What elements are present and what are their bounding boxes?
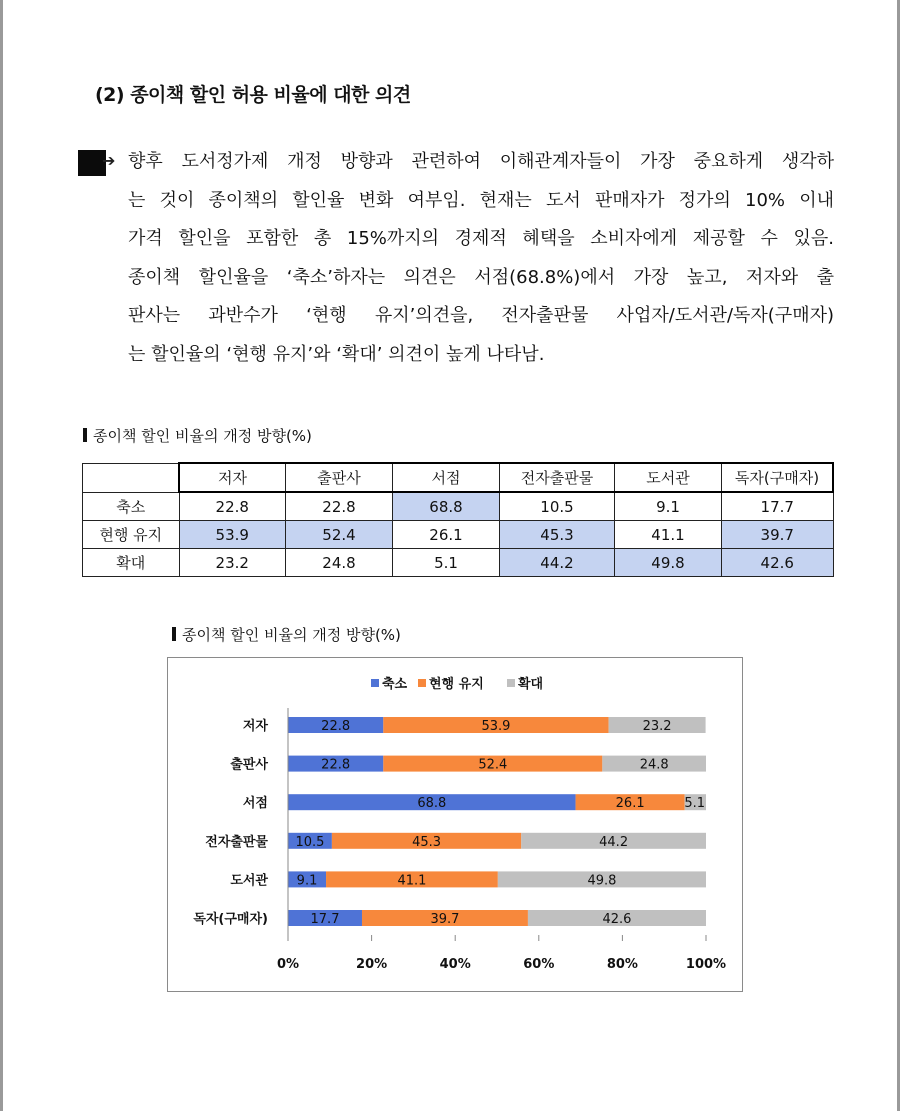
table-cell: 5.1 (393, 549, 500, 577)
legend-swatch (371, 679, 379, 687)
column-header: 도서관 (615, 463, 722, 492)
table-cell: 24.8 (286, 549, 393, 577)
data-label: 49.8 (587, 873, 617, 889)
data-label: 9.1 (296, 873, 318, 889)
category-label: 전자출판물 (205, 834, 268, 850)
data-label: 42.6 (602, 912, 632, 927)
table-row (83, 492, 834, 521)
table-caption-text: 종이책 할인 비율의 개정 방향(%) (93, 427, 312, 445)
data-label: 10.5 (295, 834, 325, 850)
column-header: 전자출판물 (500, 463, 615, 492)
x-tick-label: 20% (356, 957, 388, 972)
data-label: 24.8 (639, 757, 669, 773)
table-corner-cell (83, 463, 180, 492)
column-header: 출판사 (286, 463, 393, 492)
row-label: 현행 유지 (83, 521, 180, 549)
legend-label: 축소 (382, 677, 408, 692)
chart-frame (167, 657, 743, 992)
x-tick-label: 100% (685, 957, 727, 972)
table-row (83, 549, 834, 577)
row-label: 축소 (83, 492, 180, 521)
paragraph-line: 종이책 할인율을 ‘축소’하자는 의견은 서점(68.8%)에서 가장 높고, 저자와 출 (128, 266, 834, 288)
summary-paragraph (128, 143, 834, 374)
x-tick-label: 60% (523, 957, 555, 972)
paragraph-line: 판사는 과반수가 ‘현행 유지’의견을, 전자출판물 사업자/도서관/독자(구매자) (128, 305, 834, 326)
data-label: 26.1 (615, 796, 645, 812)
table-cell: 9.1 (615, 492, 722, 521)
data-label: 39.7 (430, 912, 460, 927)
category-label: 저자 (242, 719, 268, 734)
data-label: 45.3 (412, 834, 442, 850)
category-label: 독자(구매자) (193, 912, 268, 927)
category-label: 출판사 (230, 757, 268, 773)
table-cell: 44.2 (500, 549, 615, 577)
legend-swatch (507, 679, 515, 687)
table-cell: 53.9 (179, 521, 286, 549)
paragraph-line: 가격 할인을 포함한 총 15%까지의 경제적 혜택을 소비자에게 제공할 수 있음. (128, 228, 834, 249)
column-header: 서점 (393, 463, 500, 492)
legend-label: 확대 (518, 677, 544, 692)
data-label: 52.4 (478, 757, 508, 773)
category-label: 도서관 (230, 873, 268, 889)
arrow-bullet-icon: ➔ (102, 151, 116, 170)
x-tick-label: 0% (276, 957, 300, 972)
data-label: 5.1 (684, 796, 705, 812)
data-label: 44.2 (599, 834, 629, 850)
row-label: 확대 (83, 549, 180, 577)
x-tick-label: 40% (439, 957, 471, 972)
data-label: 23.2 (642, 719, 672, 734)
table-cell: 49.8 (615, 549, 722, 577)
table-cell: 10.5 (500, 492, 615, 521)
page-frame-left (0, 0, 3, 1111)
table-cell: 52.4 (286, 521, 393, 549)
data-label: 68.8 (417, 796, 447, 812)
column-header: 독자(구매자) (722, 463, 834, 492)
paragraph-line: 는 할인율의 ‘현행 유지’와 ‘확대’ 의견이 높게 나타남. (128, 343, 545, 365)
x-tick-label: 80% (606, 957, 638, 972)
table-cell: 41.1 (615, 521, 722, 549)
chart-caption (172, 624, 401, 645)
table-cell: 42.6 (722, 549, 834, 577)
paragraph-line: 는 것이 종이책의 할인율 변화 여부임. 현재는 도서 판매자가 정가의 10% 이내 (128, 189, 834, 211)
table-cell: 17.7 (722, 492, 834, 521)
table-header-row (83, 463, 834, 492)
table-cell: 39.7 (722, 521, 834, 549)
table-cell: 68.8 (393, 492, 500, 521)
table-caption (83, 425, 312, 446)
stacked-bar-chart (168, 658, 742, 991)
section-heading: (2) 종이책 할인 허용 비율에 대한 의견 (95, 84, 411, 106)
table-cell: 22.8 (179, 492, 286, 521)
table-cell: 22.8 (286, 492, 393, 521)
table-cell: 26.1 (393, 521, 500, 549)
table-cell: 45.3 (500, 521, 615, 549)
chart-caption-text: 종이책 할인 비율의 개정 방향(%) (182, 626, 401, 644)
data-label: 41.1 (397, 873, 427, 889)
legend-label: 현행 유지 (429, 677, 484, 692)
table-row (83, 521, 834, 549)
data-label: 22.8 (321, 719, 351, 734)
column-header: 저자 (179, 463, 286, 492)
caption-marker-icon (172, 627, 176, 641)
caption-marker-icon (83, 428, 87, 442)
data-label: 17.7 (310, 912, 340, 927)
paragraph-line: 향후 도서정가제 개정 방향과 관련하여 이해관계자들이 가장 중요하게 생각하 (128, 151, 834, 172)
data-label: 53.9 (481, 719, 511, 734)
data-table (82, 462, 834, 577)
table-cell: 23.2 (179, 549, 286, 577)
category-label: 서점 (242, 796, 268, 812)
legend-swatch (418, 679, 426, 687)
data-label: 22.8 (321, 757, 351, 773)
